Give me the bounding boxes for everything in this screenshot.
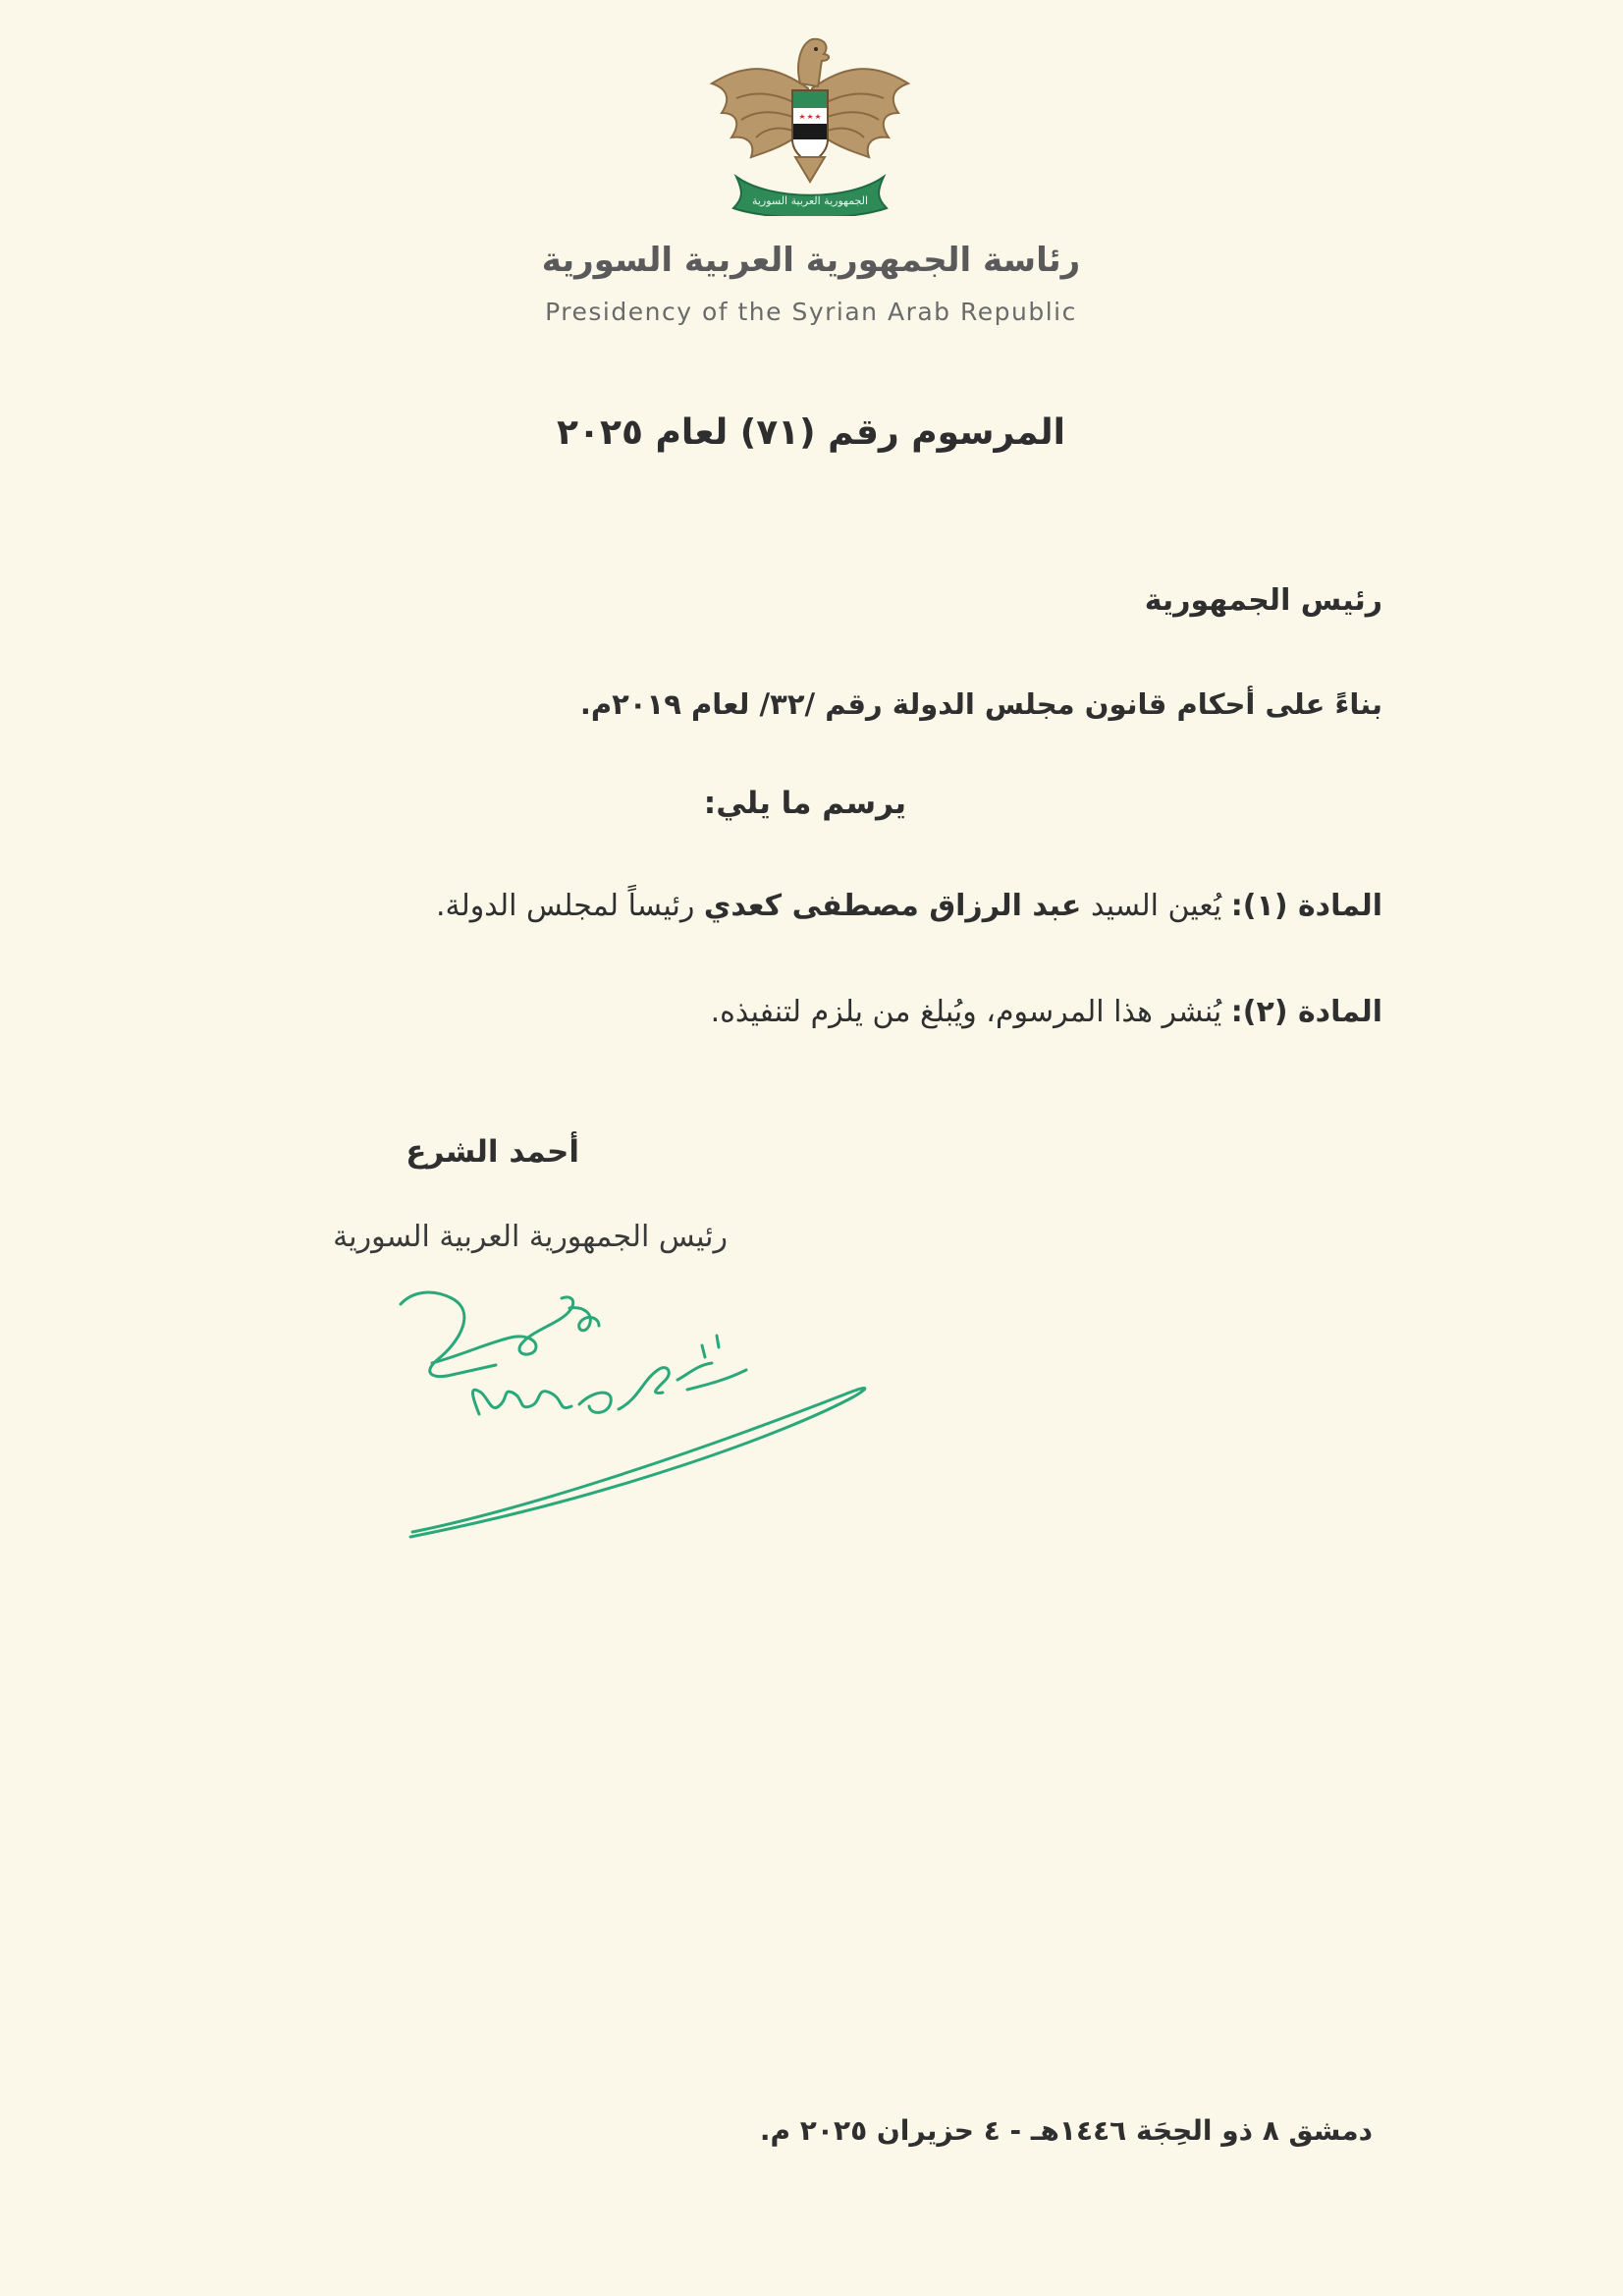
article-1-label: المادة (١): [1230, 889, 1382, 923]
article-1-text-after: رئيساً لمجلس الدولة. [436, 889, 704, 923]
article-1 [436, 889, 1382, 923]
appointee-name: عبد الرزاق مصطفى كعدي [703, 889, 1082, 923]
article-2 [711, 995, 1382, 1029]
decree-intro: يرسم ما يلي: [703, 786, 906, 821]
syrian-eagle-emblem-icon [702, 29, 918, 216]
presidency-title-arabic: رئاسة الجمهورية العربية السورية [541, 241, 1081, 280]
emblem-ribbon-text: الجمهورية العربية السورية [751, 194, 869, 207]
article-1-text-before: يُعين السيد [1081, 889, 1231, 923]
addressee: رئيس الجمهورية [1144, 583, 1382, 618]
decree-title: المرسوم رقم (٧١) لعام ٢٠٢٥ [557, 412, 1065, 453]
signatory-title: رئيس الجمهورية العربية السورية [333, 1220, 728, 1254]
signatory-name: أحمد الشرع [406, 1134, 579, 1170]
handwritten-signature-icon [393, 1286, 943, 1581]
presidency-title-english: Presidency of the Syrian Arab Republic [545, 298, 1077, 326]
article-2-label: المادة (٢): [1230, 995, 1382, 1029]
issue-date: دمشق ٨ ذو الحِجَة ١٤٤٦هـ - ٤ حزيران ٢٠٢٥ م. [759, 2114, 1373, 2147]
article-2-text: يُنشر هذا المرسوم، ويُبلغ من يلزم لتنفيذه. [710, 995, 1231, 1029]
preamble: بناءً على أحكام قانون مجلس الدولة رقم /٣٢/ لعام ٢٠١٩م. [579, 687, 1382, 721]
